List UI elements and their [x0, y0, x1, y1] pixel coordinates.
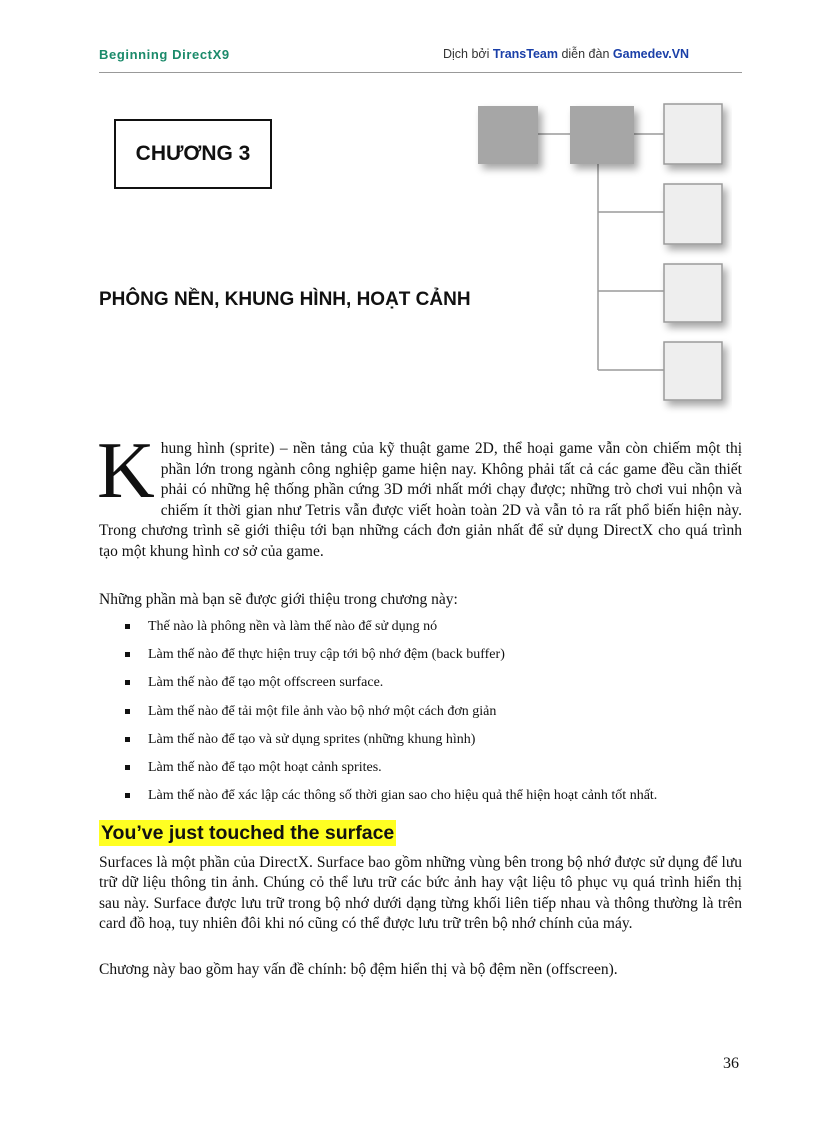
section-heading: You’ve just touched the surface: [101, 822, 395, 844]
credit-forum: Gamedev.VN: [612, 47, 690, 61]
credit-team: TransTeam: [492, 47, 558, 61]
list-item: Làm thế nào để tạo một hoạt cảnh sprites.: [120, 758, 657, 786]
list-item: Làm thế nào để tạo một offscreen surface.: [120, 673, 657, 701]
tree-node-6: [664, 342, 722, 400]
drop-cap: K: [97, 427, 155, 515]
list-intro: Những phần mà bạn sẽ được giới thiệu trong chương này:: [99, 591, 458, 608]
tree-node-3: [664, 104, 722, 164]
list-item: Làm thế nào để xác lập các thông số thời gian sao cho hiệu quả thể hiện hoạt cảnh tốt nhất.: [120, 786, 657, 814]
list-item: Làm thế nào để thực hiện truy cập tới bộ nhớ đệm (back buffer): [120, 645, 657, 673]
tree-node-1: [478, 106, 538, 164]
header-book-title: Beginning DirectX9: [99, 47, 230, 62]
closing-paragraph: Chương này bao gồm hay vấn đề chính: bộ đệm hiển thị và bộ đệm nền (offscreen).: [99, 961, 618, 978]
tree-node-2: [570, 106, 634, 164]
chapter-label-box: [114, 119, 272, 189]
list-item: Làm thế nào để tải một file ảnh vào bộ nhớ một cách đơn giản: [120, 702, 657, 730]
intro-paragraph: [97, 427, 742, 562]
page-number: 36: [723, 1055, 739, 1072]
tree-connectors: [538, 134, 664, 370]
chapter-label: CHƯƠNG 3: [135, 142, 251, 165]
credit-prefix: Dịch bởi: [443, 47, 493, 61]
header-divider: [99, 72, 742, 73]
tree-node-5: [664, 264, 722, 322]
topic-list: [120, 617, 657, 814]
list-item: Làm thế nào để tạo và sử dụng sprites (những khung hình): [120, 730, 657, 758]
credit-middle: diễn đàn: [557, 47, 613, 61]
surfaces-paragraph: Surfaces là một phần của DirectX. Surface bao gồm những vùng bên trong bộ nhớ được sử dụng để lưu trữ dữ liệu thông tin ảnh. Chúng cỏ thể lưu trữ các bức ảnh hay vật liệu tô phục vụ quá trình hiển thị sau này. Surface được lưu trữ trong bộ nhớ dưới dạng từng khối liên tiếp nhau và thông thường là trên card đồ hoạ, tuy nhiên đôi khi nó cũng có thể được lưu trữ trên bộ nhớ chính của máy.: [99, 854, 742, 933]
tree-node-4: [664, 184, 722, 244]
list-item: Thế nào là phông nền và làm thế nào để sử dụng nó: [120, 617, 657, 645]
header-translator-credit: [443, 47, 689, 61]
decorative-tree-diagram: [472, 100, 732, 430]
chapter-title: PHÔNG NỀN, KHUNG HÌNH, HOẠT CẢNH: [99, 289, 471, 310]
intro-text: hung hình (sprite) – nền tảng của kỹ thuật game 2D, thể hoại game vẫn còn chiếm một thị phần lớn trong ngành công nghiệp game hiện nay. Không phải tất cả các game đều cần thiết phải có những hệ thống phần cứng 3D mới nhất mới chạy được; những trò chơi vui nhộn và chiếm ít thời gian như Tetris vẫn được viết hoàn toàn 2D và vẫn tỏ ra rất phổ biến hiện này. Trong chương trình sẽ giới thiệu tới bạn những cách đơn giản nhất để sử dụng DirectX cho quá trình tạo một khung hình cơ sở của game.: [99, 440, 742, 560]
